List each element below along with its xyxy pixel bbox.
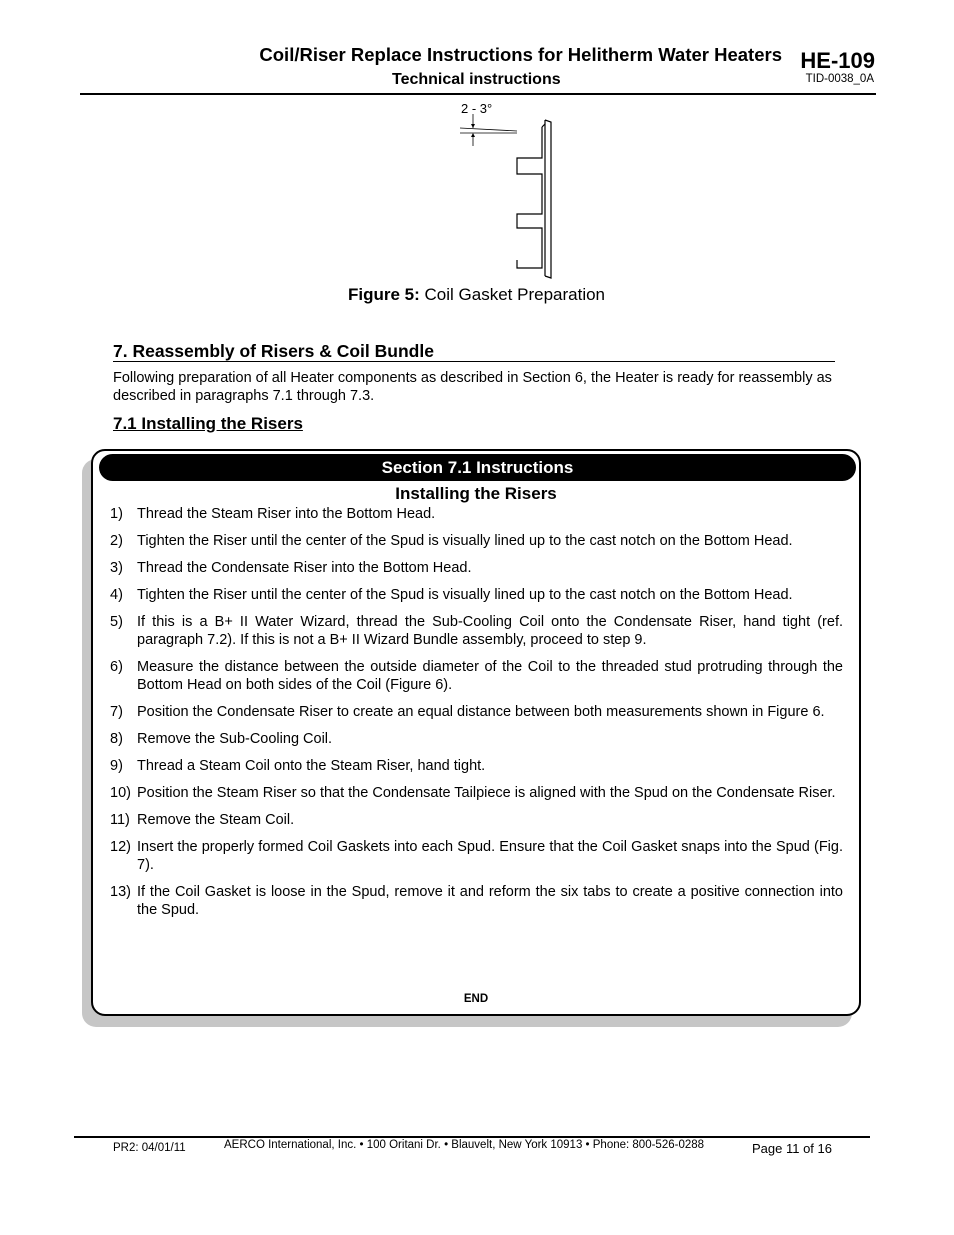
list-item bbox=[110, 658, 843, 694]
revision-date: PR2: 04/01/11 bbox=[113, 1142, 186, 1154]
step-number: 5) bbox=[110, 614, 123, 630]
step-text: If this is a B+ II Water Wizard, thread the Sub-Cooling Coil onto the Condensate Riser, hand tight (ref. paragraph 7.2). If this is not a B+ II Wizard Bundle assembly, proceed to step 9. bbox=[137, 614, 843, 648]
step-number: 6) bbox=[110, 659, 123, 675]
list-item bbox=[110, 703, 843, 721]
list-item bbox=[110, 883, 843, 919]
step-number: 9) bbox=[110, 758, 123, 774]
list-item bbox=[110, 730, 843, 748]
list-item bbox=[110, 784, 843, 802]
figure-title: Coil Gasket Preparation bbox=[424, 285, 606, 304]
step-text: If the Coil Gasket is loose in the Spud, remove it and reform the six tabs to create a positive connection into the Spud. bbox=[137, 884, 843, 918]
step-text: Thread a Steam Coil onto the Steam Riser, hand tight. bbox=[137, 758, 486, 774]
step-number: 4) bbox=[110, 587, 123, 603]
company-address: AERCO International, Inc. • 100 Oritani Dr. • Blauvelt, New York 10913 • Phone: 800-526-0288 bbox=[224, 1139, 705, 1151]
section-divider bbox=[113, 361, 835, 362]
figure-caption bbox=[348, 285, 605, 305]
coil-gasket-figure bbox=[455, 100, 555, 280]
instruction-box-title: Section 7.1 Instructions bbox=[99, 454, 856, 481]
figure-number: Figure 5: bbox=[348, 285, 420, 304]
step-text: Measure the distance between the outside diameter of the Coil to the threaded stud protruding through the Bottom Head on both sides of the Coil (Figure 6). bbox=[137, 659, 843, 693]
header-divider bbox=[80, 93, 876, 95]
step-number: 7) bbox=[110, 704, 123, 720]
instruction-box-subtitle: Installing the Risers bbox=[395, 484, 557, 503]
step-text: Position the Condensate Riser to create an equal distance between both measurements shown in Figure 6. bbox=[137, 704, 825, 720]
step-number: 13) bbox=[110, 884, 131, 900]
step-text: Tighten the Riser until the center of the Spud is visually lined up to the cast notch on the Bottom Head. bbox=[137, 533, 793, 549]
list-item bbox=[110, 532, 843, 550]
step-number: 1) bbox=[110, 506, 123, 522]
document-subtitle: Technical instructions bbox=[392, 71, 561, 88]
list-item bbox=[110, 811, 843, 829]
step-number: 3) bbox=[110, 560, 123, 576]
instruction-steps bbox=[110, 505, 843, 928]
step-number: 2) bbox=[110, 533, 123, 549]
page-number: Page 11 of 16 bbox=[752, 1141, 832, 1156]
list-item bbox=[110, 757, 843, 775]
step-text: Insert the properly formed Coil Gaskets into each Spud. Ensure that the Coil Gasket snaps into the Spud (Fig. 7). bbox=[137, 839, 843, 873]
list-item bbox=[110, 559, 843, 577]
step-number: 10) bbox=[110, 785, 131, 801]
end-marker: END bbox=[463, 993, 489, 1005]
list-item bbox=[110, 505, 843, 523]
step-text: Remove the Steam Coil. bbox=[137, 812, 295, 828]
list-item bbox=[110, 613, 843, 649]
step-text: Position the Steam Riser so that the Condensate Tailpiece is aligned with the Spud on the Condensate Riser. bbox=[137, 785, 836, 801]
section-heading: 7. Reassembly of Risers & Coil Bundle bbox=[113, 341, 434, 361]
angle-label: 2 - 3° bbox=[461, 101, 493, 116]
step-text: Thread the Steam Riser into the Bottom Head. bbox=[137, 506, 436, 522]
step-text: Tighten the Riser until the center of the Spud is visually lined up to the cast notch on the Bottom Head. bbox=[137, 587, 793, 603]
list-item bbox=[110, 586, 843, 604]
document-id: TID-0038_0A bbox=[805, 73, 874, 85]
document-code: HE-109 bbox=[800, 48, 875, 73]
step-number: 8) bbox=[110, 731, 123, 747]
step-number: 12) bbox=[110, 839, 131, 855]
step-text: Remove the Sub-Cooling Coil. bbox=[137, 731, 333, 747]
document-title: Coil/Riser Replace Instructions for Helitherm Water Heaters bbox=[259, 44, 782, 65]
step-number: 11) bbox=[110, 812, 130, 828]
step-text: Thread the Condensate Riser into the Bottom Head. bbox=[137, 560, 472, 576]
subsection-heading: 7.1 Installing the Risers bbox=[113, 414, 303, 433]
section-intro: Following preparation of all Heater components as described in Section 6, the Heater is ready for reassembly as described in paragraphs 7.1 through 7.3. bbox=[113, 370, 832, 404]
footer-divider bbox=[74, 1136, 870, 1138]
list-item bbox=[110, 838, 843, 874]
